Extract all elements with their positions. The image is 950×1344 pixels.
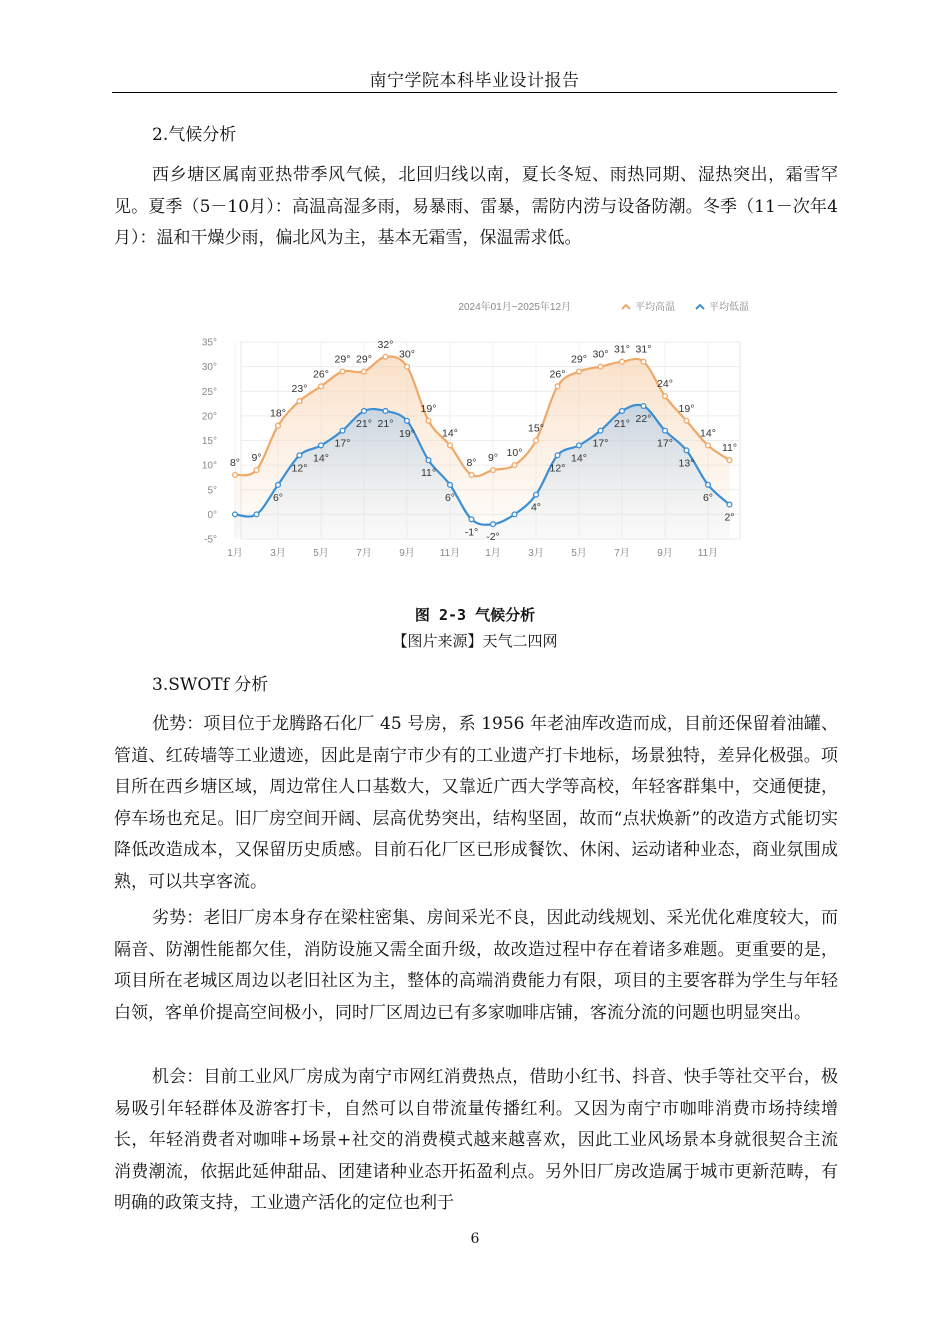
data-point-low: [620, 409, 625, 414]
header-rule: [112, 92, 837, 93]
swot-opportunities: 机会：目前工业风厂房成为南宁市网红消费热点，借助小红书、抖音、快手等社交平台，极易吸引年轻群体及游客打卡，自然可以自带流量传播红利。又因为南宁市咖啡消费市场持续增长，年轻消费者对咖啡+场景+社交的消费模式越来越喜欢，因此工业风场景本身就很契合主流消费潮流，依据此延伸甜品、团建诸种业态开拓盈利点。另外旧厂房改造属于城市更新范畴，有明确的政策支持，工业遗产活化的定位也利于: [114, 1067, 838, 1213]
climate-paragraph: 西乡塘区属南亚热带季风气候，北回归线以南，夏长冬短、雨热同期、湿热突出，霜雪罕见。夏季（5－10月）：高温高湿多雨，易暴雨、雷暴，需防内涝与设备防潮。冬季（11－次年4月）：温和干燥少雨，偏北风为主，基本无霜雪，保温需求低。: [114, 165, 838, 248]
data-point-low: [426, 458, 431, 463]
data-label-low: 11°: [420, 467, 437, 480]
chart-period-label: 2024年01月~2025年12月: [458, 302, 571, 313]
data-label-low: 21°: [377, 417, 394, 430]
data-point-high: [319, 384, 324, 389]
section-heading-climate: 2.气候分析: [152, 125, 237, 145]
data-label-high: 19°: [420, 402, 437, 415]
data-point-low: [684, 448, 689, 453]
data-point-low: [297, 453, 302, 458]
data-label-low: -1°: [464, 526, 479, 539]
data-label-low: 4°: [530, 501, 542, 514]
data-label-high: 11°: [721, 442, 738, 455]
x-tick-label: 1月: [485, 548, 501, 559]
y-tick-label: 5°: [207, 485, 217, 497]
data-label-low: 14°: [571, 452, 587, 465]
data-label-high: 9°: [251, 452, 262, 465]
data-label-low: 6°: [444, 491, 456, 504]
data-point-high: [448, 443, 453, 448]
data-label-high: 15°: [528, 422, 544, 435]
data-point-low: [706, 482, 711, 487]
data-point-high: [534, 438, 539, 443]
swot-weaknesses: 劣势：老旧厂房本身存在梁柱密集、房间采光不良，因此动线规划、采光优化难度较大，而隔音、防潮性能都欠佳，消防设施又需全面升级，故改造过程中存在着诸多难题。更重要的是，项目所在老城区周边以老旧社区为主，整体的高端消费能力有限，项目的主要客群为学生与年轻白领，客单价提高空间极小，同时厂区周边已有多家咖啡店铺，客流分流的问题也明显突出。: [114, 908, 838, 1023]
data-label-low: 6°: [702, 491, 714, 504]
legend-high-label: 平均高温: [635, 302, 675, 313]
x-tick-label: 11月: [439, 548, 461, 559]
y-tick-label: 0°: [207, 509, 217, 521]
data-label-low: 17°: [334, 437, 351, 450]
data-label-high: 10°: [506, 447, 523, 460]
data-point-high: [555, 384, 560, 389]
data-label-high: 8°: [466, 456, 477, 469]
data-point-low: [448, 482, 453, 487]
data-point-high: [405, 364, 410, 369]
data-point-high: [276, 423, 281, 428]
data-label-low: 21°: [356, 417, 372, 430]
data-label-high: 30°: [592, 348, 609, 361]
data-point-low: [641, 404, 646, 409]
data-label-high: 29°: [334, 353, 351, 366]
section-heading-swot: 3.SWOTf 分析: [152, 675, 269, 695]
data-label-high: 14°: [700, 427, 716, 440]
data-point-low: [555, 453, 560, 458]
climate-chart-svg: [195, 280, 755, 568]
data-label-low: 13°: [678, 457, 695, 470]
data-label-high: 8°: [229, 456, 241, 469]
data-label-high: 26°: [549, 368, 566, 381]
data-label-low: 17°: [592, 437, 609, 450]
data-label-low: 17°: [657, 437, 673, 450]
y-tick-label: 20°: [201, 411, 217, 423]
x-tick-label: 3月: [528, 548, 544, 559]
x-tick-label: 7月: [356, 548, 372, 559]
data-label-high: 24°: [657, 378, 673, 391]
x-tick-label: 7月: [614, 548, 630, 559]
y-tick-label: 10°: [201, 460, 217, 472]
data-point-low: [469, 517, 474, 522]
x-tick-label: 9月: [657, 548, 673, 559]
data-label-high: 18°: [270, 407, 286, 420]
y-tick-label: 30°: [201, 362, 217, 374]
data-point-high: [426, 418, 431, 423]
data-point-high: [684, 418, 689, 423]
data-point-low: [512, 512, 517, 517]
data-label-high: 29°: [356, 353, 372, 366]
y-tick-label: 35°: [201, 337, 217, 349]
data-point-low: [340, 428, 345, 433]
data-point-low: [319, 443, 324, 448]
data-point-low: [534, 492, 539, 497]
swot-advantages: 优势：项目位于龙腾路石化厂 45 号房，系 1956 年老油库改造而成，目前还保留着油罐、管道、红砖墙等工业遗迹，因此是南宁市少有的工业遗产打卡地标，场景独特，差异化极强。项目所在西乡塘区域，周边常住人口基数大，又靠近广西大学等高校，年轻客群集中，交通便捷，停车场也充足。旧厂房空间开阔、层高优势突出，结构坚固，故而“点状焕新”的改造方式能切实降低改造成本，又保留历史质感。目前石化厂区已形成餐饮、休闲、运动诸种业态，商业氛围成熟，可以共享客流。: [114, 714, 838, 892]
data-label-high: 19°: [678, 402, 695, 415]
data-point-low: [727, 502, 732, 507]
data-label-low: 22°: [635, 413, 652, 426]
page-header-title: 南宁学院本科毕业设计报告: [369, 71, 580, 91]
data-point-low: [598, 428, 603, 433]
data-point-high: [727, 458, 732, 463]
data-point-high: [512, 463, 517, 468]
data-label-low: 21°: [614, 417, 630, 430]
data-point-low: [491, 522, 496, 527]
data-point-low: [577, 443, 582, 448]
data-point-high: [577, 369, 582, 374]
data-point-high: [254, 468, 259, 473]
data-point-low: [233, 512, 238, 517]
data-point-low: [663, 428, 668, 433]
page-number: 6: [470, 1231, 480, 1247]
data-label-low: 2°: [724, 511, 735, 524]
figure-source: 【图片来源】天气二四网: [392, 632, 558, 650]
data-point-high: [383, 354, 388, 359]
y-tick-label: 15°: [201, 436, 217, 447]
data-label-high: 32°: [377, 338, 394, 351]
data-label-low: -2°: [486, 531, 500, 544]
data-point-low: [254, 512, 259, 517]
x-tick-label: 9月: [399, 548, 415, 559]
legend-low-label: 平均低温: [709, 302, 749, 313]
data-point-low: [276, 482, 281, 487]
data-point-high: [706, 443, 711, 448]
data-label-low: 19°: [399, 427, 415, 440]
data-point-high: [663, 394, 668, 399]
data-point-high: [598, 364, 603, 369]
data-label-high: 9°: [487, 452, 499, 465]
data-label-low: 12°: [291, 462, 308, 475]
figure-caption: 图 2-3 气候分析: [414, 606, 536, 624]
x-tick-label: 5月: [571, 548, 587, 559]
data-label-high: 23°: [291, 383, 308, 396]
data-label-high: 30°: [399, 348, 415, 361]
x-tick-label: 3月: [270, 548, 286, 559]
y-tick-label: -5°: [204, 534, 217, 546]
data-label-high: 14°: [442, 427, 458, 440]
data-point-high: [469, 473, 474, 478]
data-point-high: [340, 369, 345, 374]
data-point-high: [297, 399, 302, 404]
data-point-high: [620, 359, 625, 364]
data-label-high: 29°: [571, 353, 587, 366]
data-point-low: [383, 409, 388, 414]
data-point-high: [641, 359, 646, 364]
data-point-high: [362, 369, 367, 374]
data-label-low: 6°: [272, 491, 284, 504]
x-tick-label: 11月: [697, 548, 719, 559]
data-label-low: 12°: [549, 462, 566, 475]
data-label-high: 31°: [614, 343, 630, 356]
data-label-high: 26°: [313, 368, 329, 381]
climate-chart: [195, 280, 755, 568]
data-point-low: [405, 418, 410, 423]
data-label-low: 14°: [313, 452, 329, 465]
data-point-high: [233, 473, 238, 478]
x-tick-label: 5月: [313, 548, 329, 559]
y-tick-label: 25°: [201, 386, 217, 398]
data-point-high: [491, 468, 496, 473]
data-label-high: 31°: [635, 343, 652, 356]
data-point-low: [362, 409, 367, 414]
x-tick-label: 1月: [227, 548, 243, 559]
